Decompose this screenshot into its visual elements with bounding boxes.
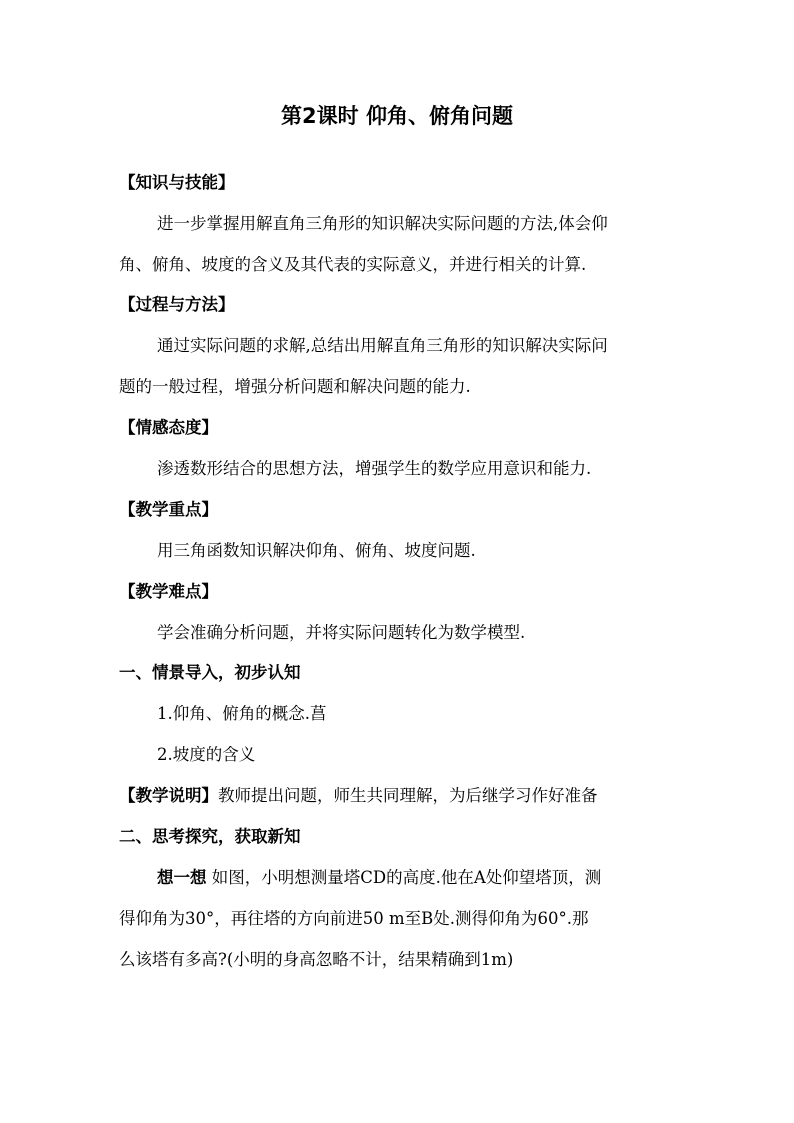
knowledge-heading: 【知识与技能】: [119, 173, 235, 192]
emotion-heading: 【情感态度】: [119, 418, 218, 437]
difficulties-heading: 【教学难点】: [119, 582, 218, 601]
explore-text-1: [157, 866, 727, 890]
difficulties-text: 学会准确分析问题，并将实际问题转化为数学模型.: [157, 623, 526, 642]
emotion-text: 渗透数形结合的思想方法，增强学生的数学应用意识和能力.: [157, 459, 592, 478]
intro-item-1: 1.仰角、俯角的概念.菖: [157, 704, 327, 723]
process-text-1: 通过实际问题的求解,总结出用解直角三角形的知识解决实际问: [157, 336, 608, 355]
knowledge-text-2: 角、俯角、坡度的含义及其代表的实际意义，并进行相关的计算.: [119, 255, 587, 274]
key-points-heading: 【教学重点】: [119, 500, 218, 519]
teaching-note-text: 教师提出问题，师生共同理解，为后继学习作好准备: [218, 786, 598, 805]
intro-item-2: 2.坡度的含义: [157, 745, 256, 764]
page-title: 第2课时 仰角、俯角问题: [281, 104, 513, 128]
teaching-note-label: 【教学说明】: [119, 786, 218, 805]
teaching-note: [119, 784, 689, 808]
explore-text-2: 得仰角为30°，再往塔的方向前进50 m至B处.测得仰角为60°.那: [119, 909, 589, 928]
process-heading: 【过程与方法】: [119, 295, 235, 314]
knowledge-text-1: 进一步掌握用解直角三角形的知识解决实际问题的方法,体会仰: [157, 214, 608, 233]
key-points-text: 用三角函数知识解决仰角、俯角、坡度问题.: [157, 541, 476, 560]
explore-text-3: 么该塔有多高?(小明的身高忽略不计，结果精确到1m): [119, 950, 514, 969]
explore-heading: 二、思考探究，获取新知: [119, 827, 301, 846]
intro-heading: 一、情景导入，初步认知: [119, 663, 301, 682]
process-text-2: 题的一般过程，增强分析问题和解决问题的能力.: [119, 377, 471, 396]
explore-lead: 想一想: [157, 868, 207, 887]
explore-line-1: 如图，小明想测量塔CD的高度.他在A处仰望塔顶，测: [206, 868, 602, 887]
